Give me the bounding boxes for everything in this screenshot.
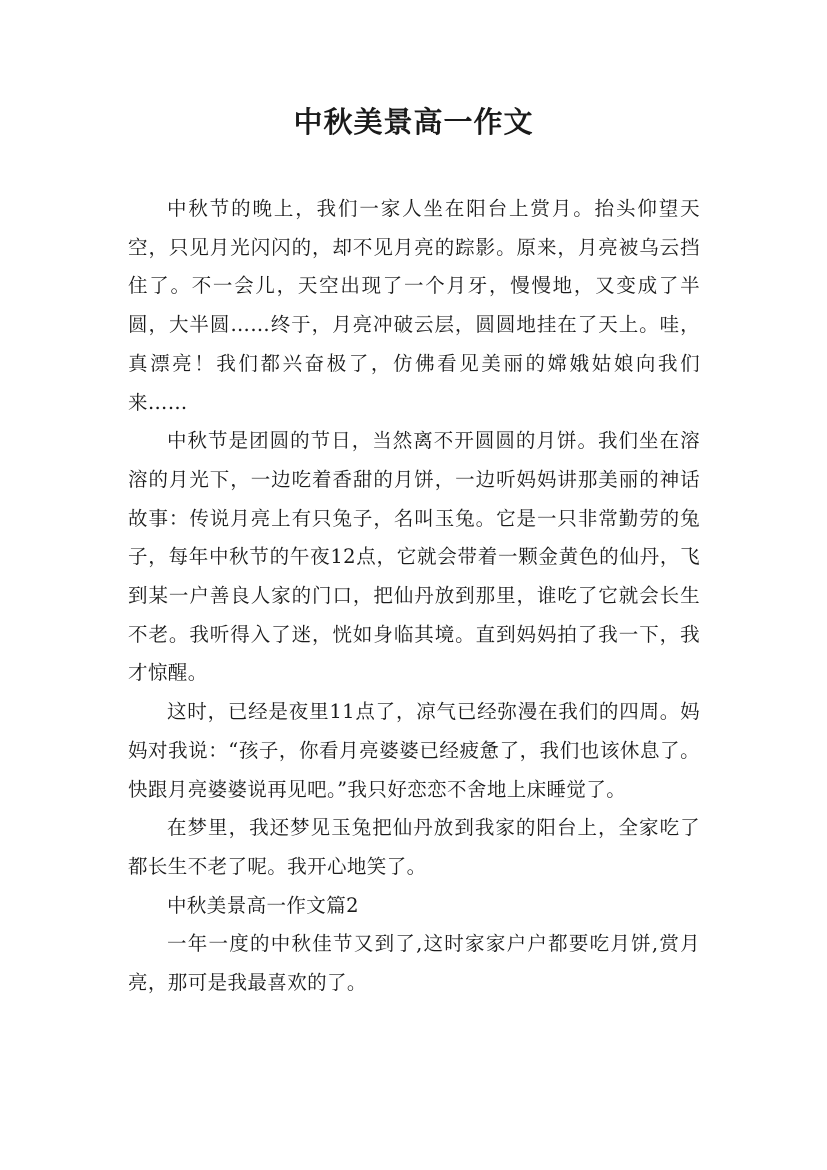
paragraph-dream: 在梦里，我还梦见玉兔把仙丹放到我家的阳台上，全家吃了都长生不老了呢。我开心地笑了。	[128, 816, 700, 878]
paragraph-part-2-intro: 一年一度的中秋佳节又到了,这时家家户户都要吃月饼,赏月亮，那可是我最喜欢的了。	[128, 932, 700, 995]
paragraph-moon-viewing: 中秋节的晚上，我们一家人坐在阳台上赏月。抬头仰望天空，只见月光闪闪的，却不见月亮的踪影。原来，月亮被乌云挡住了。不一会儿，天空出现了一个月牙，慢慢地，又变成了半圆，大半圆……终于，月亮冲破云层，圆圆地挂在了天上。哇，真漂亮！我们都兴奋极了，仿佛看见美丽的嫦娥姑娘向我们来……	[128, 197, 700, 414]
document-body	[128, 190, 700, 1003]
paragraph-mooncake-story: 中秋节是团圆的节日，当然离不开圆圆的月饼。我们坐在溶溶的月光下，一边吃着香甜的月饼，一边听妈妈讲那美丽的神话故事：传说月亮上有只兔子，名叫玉兔。它是一只非常勤劳的兔子，每年中秋节的午夜12点，它就会带着一颗金黄色的仙丹，飞到某一户善良人家的门口，把仙丹放到那里，谁吃了它就会长生不老。我听得入了迷，恍如身临其境。直到妈妈拍了我一下，我才惊醒。	[128, 429, 700, 685]
paragraph-bedtime: 这时，已经是夜里11点了，凉气已经弥漫在我们的四周。妈妈对我说：“孩子，你看月亮婆婆已经疲惫了，我们也该休息了。快跟月亮婆婆说再见吧。”我只好恋恋不舍地上床睡觉了。	[128, 700, 700, 801]
document-title: 中秋美景高一作文	[293, 105, 534, 139]
section-heading-part-2: 中秋美景高一作文篇2	[167, 893, 359, 917]
